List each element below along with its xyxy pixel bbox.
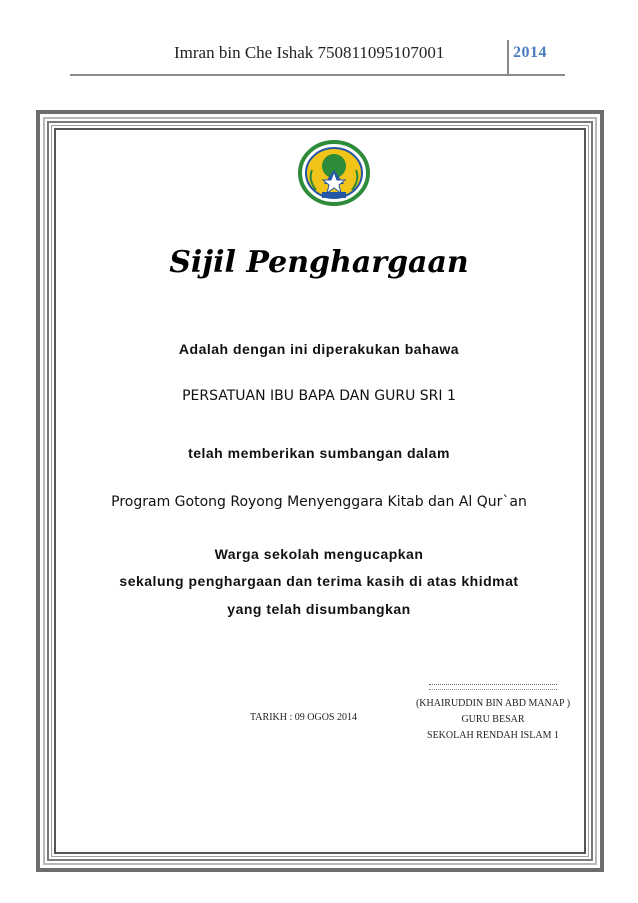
thanks-line-1: Warga sekolah mengucapkan <box>214 546 424 562</box>
certificate-border <box>36 110 604 872</box>
program-name: Program Gotong Royong Menyenggara Kitab dan Al Qur`an <box>111 494 527 510</box>
date-label: TARIKH : 09 OGOS 2014 <box>250 712 357 723</box>
signature-line <box>429 684 557 690</box>
intro-text: Adalah dengan ini diperakukan bahawa <box>178 341 460 357</box>
thanks-line-2: sekalung penghargaan dan terima kasih di atas khidmat <box>119 573 519 589</box>
school-crest-icon <box>298 140 370 206</box>
recipient-name: PERSATUAN IBU BAPA DAN GURU SRI 1 <box>182 388 456 404</box>
contribution-intro: telah memberikan sumbangan dalam <box>188 445 450 461</box>
border-inner-4 <box>54 128 586 854</box>
signature-block <box>405 684 581 744</box>
page-header <box>70 36 565 76</box>
certificate-title: Sijil Penghargaan <box>169 245 469 280</box>
thanks-line-3: yang telah disumbangkan <box>227 601 411 617</box>
signatory-name: (KHAIRUDDIN BIN ABD MANAP ) <box>415 698 571 709</box>
header-divider <box>507 40 509 74</box>
signatory-title: GURU BESAR <box>461 714 525 725</box>
header-year: 2014 <box>513 44 547 61</box>
signatory-school: SEKOLAH RENDAH ISLAM 1 <box>427 730 559 741</box>
header-name-id: Imran bin Che Ishak 750811095107001 <box>174 43 445 62</box>
